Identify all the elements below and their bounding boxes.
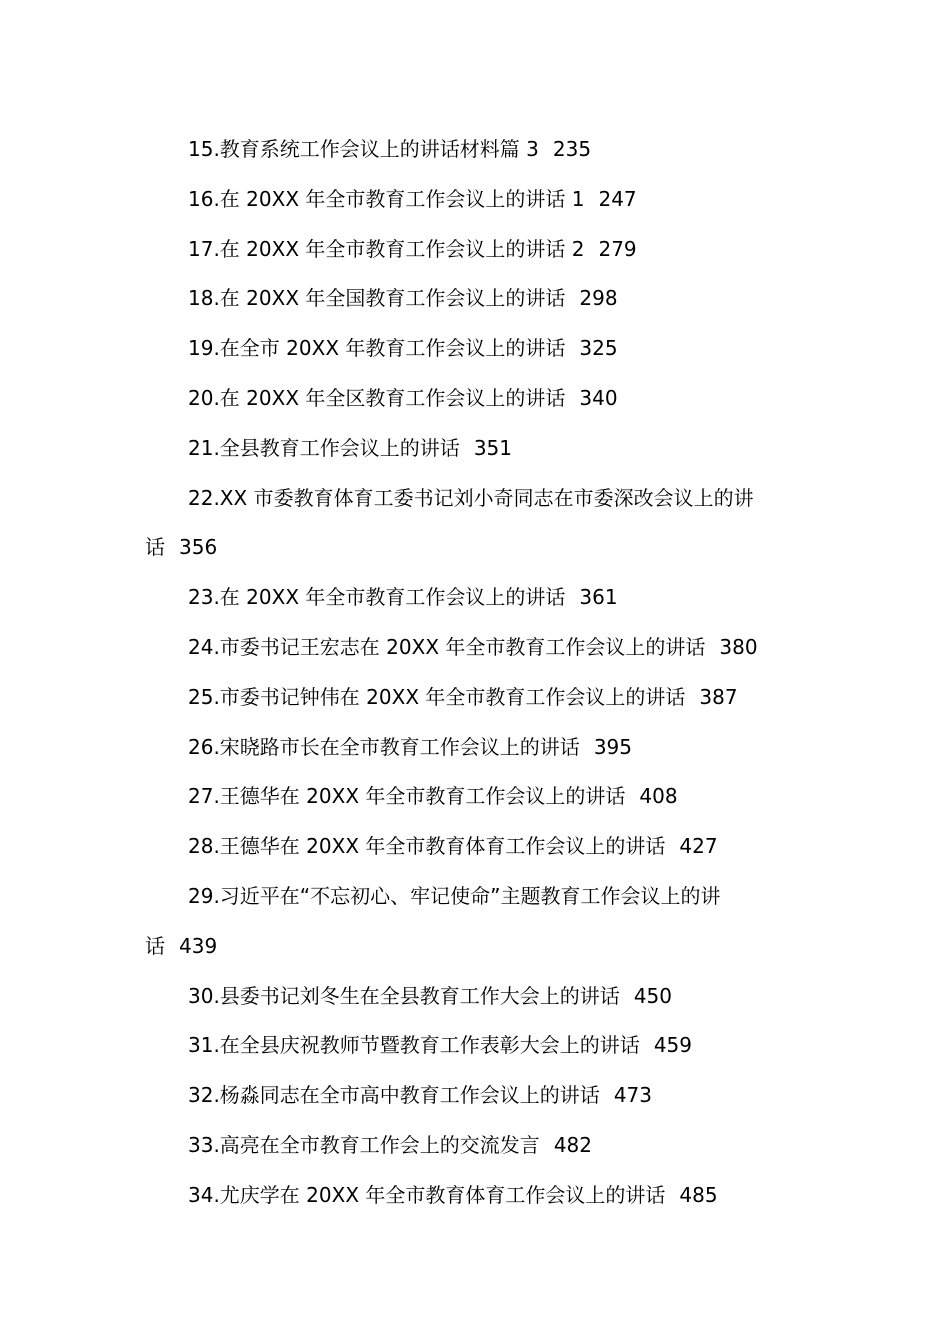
- toc-entry-page: 427: [679, 834, 718, 859]
- toc-entry-page: 387: [699, 684, 738, 709]
- toc-entry-title: 17.在 20XX 年全市教育工作会议上的讲话 2: [188, 236, 585, 261]
- toc-entry-30[interactable]: [145, 972, 810, 1022]
- toc-entry-title: 19.在全市 20XX 年教育工作会议上的讲话: [188, 336, 566, 361]
- toc-entry-page: 325: [579, 336, 618, 361]
- toc-entry-page: 279: [598, 236, 637, 261]
- toc-entry-16[interactable]: [145, 175, 810, 225]
- toc-entry-title: 16.在 20XX 年全市教育工作会议上的讲话 1: [188, 186, 585, 211]
- toc-entry-29-continued[interactable]: [145, 922, 810, 972]
- toc-entry-title: 20.在 20XX 年全区教育工作会议上的讲话: [188, 385, 566, 410]
- toc-entry-title: 25.市委书记钟伟在 20XX 年全市教育工作会议上的讲话: [188, 684, 686, 709]
- toc-entry-page: 459: [653, 1033, 692, 1058]
- toc-entry-22[interactable]: [145, 474, 810, 524]
- toc-entry-26[interactable]: [145, 723, 810, 773]
- toc-entry-24[interactable]: [145, 623, 810, 673]
- toc-entry-page: 235: [552, 137, 592, 161]
- toc-entry-32[interactable]: [145, 1071, 810, 1121]
- toc-entry-21[interactable]: [145, 424, 810, 474]
- toc-entry-page: 395: [593, 734, 632, 759]
- toc-entry-title: 22.XX 市委教育体育工委书记刘小奇同志在市委深改会议上的讲: [188, 485, 754, 510]
- toc-entry-28[interactable]: [145, 822, 810, 872]
- toc-entry-title: 24.市委书记王宏志在 20XX 年全市教育工作会议上的讲话: [188, 634, 706, 659]
- toc-entry-title: 32.杨淼同志在全市高中教育工作会议上的讲话: [188, 1083, 600, 1108]
- toc-entry-title-continued: 话: [145, 933, 165, 958]
- toc-entry-page: 298: [579, 286, 618, 311]
- toc-entry-27[interactable]: [145, 772, 810, 822]
- toc-entry-31[interactable]: [145, 1021, 810, 1071]
- toc-entry-title: 15.教育系统工作会议上的讲话材料篇 3: [188, 137, 539, 161]
- toc-entry-page: 340: [579, 385, 618, 410]
- toc-entry-22-continued[interactable]: [145, 523, 810, 573]
- toc-entry-title: 27.王德华在 20XX 年全市教育工作会议上的讲话: [188, 784, 626, 809]
- toc-entry-title-continued: 话: [145, 535, 165, 560]
- toc-entry-17[interactable]: [145, 225, 810, 275]
- toc-entry-page: 439: [179, 933, 218, 958]
- toc-entry-page: 380: [719, 634, 758, 659]
- table-of-contents: [145, 125, 810, 1221]
- toc-entry-title: 29.习近平在“不忘初心、牢记使命”主题教育工作会议上的讲: [188, 883, 721, 908]
- toc-entry-title: 23.在 20XX 年全市教育工作会议上的讲话: [188, 585, 566, 610]
- toc-entry-33[interactable]: [145, 1121, 810, 1171]
- toc-entry-title: 30.县委书记刘冬生在全县教育工作大会上的讲话: [188, 983, 620, 1008]
- toc-entry-title: 21.全县教育工作会议上的讲话: [188, 435, 460, 460]
- toc-entry-19[interactable]: [145, 324, 810, 374]
- toc-entry-page: 356: [179, 535, 218, 560]
- toc-entry-page: 482: [553, 1132, 592, 1157]
- toc-entry-20[interactable]: [145, 374, 810, 424]
- toc-entry-title: 18.在 20XX 年全国教育工作会议上的讲话: [188, 286, 566, 311]
- toc-entry-page: 485: [679, 1182, 718, 1207]
- toc-entry-page: 351: [473, 435, 512, 460]
- toc-entry-title: 33.高亮在全市教育工作会上的交流发言: [188, 1132, 540, 1157]
- toc-entry-page: 450: [633, 983, 672, 1008]
- toc-entry-title: 31.在全县庆祝教师节暨教育工作表彰大会上的讲话: [188, 1033, 640, 1058]
- toc-entry-23[interactable]: [145, 573, 810, 623]
- toc-entry-page: 361: [579, 585, 618, 610]
- toc-entry-title: 28.王德华在 20XX 年全市教育体育工作会议上的讲话: [188, 834, 666, 859]
- toc-entry-29[interactable]: [145, 872, 810, 922]
- toc-entry-title: 34.尤庆学在 20XX 年全市教育体育工作会议上的讲话: [188, 1182, 666, 1207]
- toc-entry-page: 247: [598, 186, 637, 211]
- toc-entry-25[interactable]: [145, 673, 810, 723]
- toc-entry-page: 408: [639, 784, 678, 809]
- toc-entry-18[interactable]: [145, 274, 810, 324]
- toc-entry-34[interactable]: [145, 1171, 810, 1221]
- toc-entry-title: 26.宋晓路市长在全市教育工作会议上的讲话: [188, 734, 580, 759]
- toc-entry-15[interactable]: [145, 125, 810, 175]
- toc-entry-page: 473: [613, 1083, 652, 1108]
